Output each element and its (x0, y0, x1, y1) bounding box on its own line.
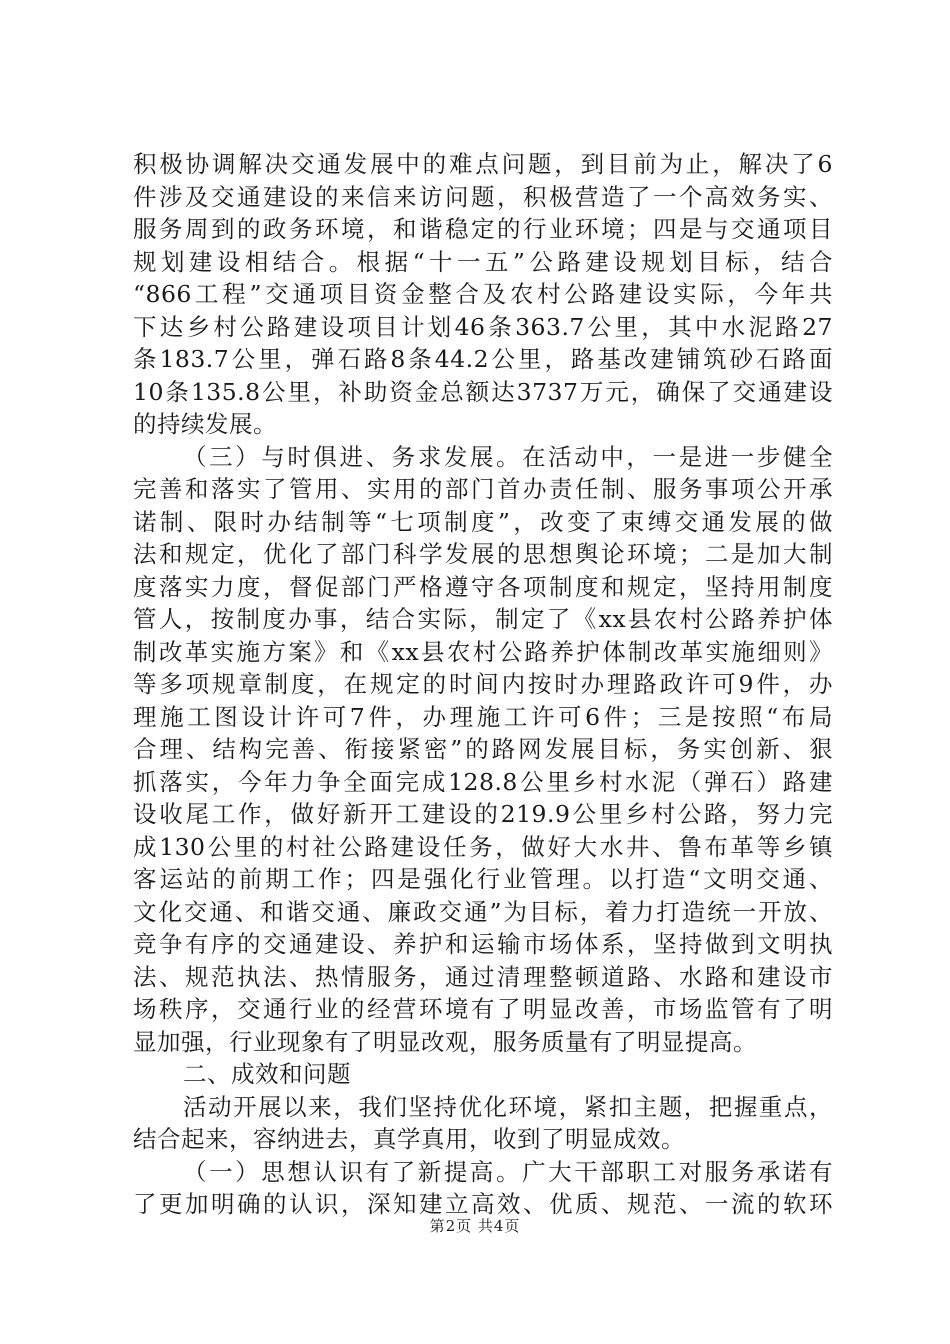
text-line: 制改革实施方案》和《xx县农村公路养护体制改革实施细则》 (133, 637, 833, 666)
text-line: 法、规范执法、热情服务，通过清理整顿道路、水路和建设市 (133, 962, 833, 991)
text-line: 成130公里的村社公路建设任务，做好大水井、鲁布革等乡镇 (133, 832, 833, 861)
text-line: 显加强，行业现象有了明显改观，服务质量有了明显提高。 (133, 1027, 757, 1056)
text-line: 等多项规章制度，在规定的时间内按时办理路政许可9件，办 (133, 670, 833, 698)
text-line: 理施工图设计许可7件，办理施工许可6件；三是按照“布局 (133, 702, 833, 731)
text-line: 了更加明确的认识，深知建立高效、优质、规范、一流的软环 (133, 1190, 833, 1218)
document-body (133, 148, 833, 1221)
text-line: 客运站的前期工作；四是强化行业管理。以打造“文明交通、 (133, 865, 833, 893)
text-line: 活动开展以来，我们坚持优化环境，紧扣主题，把握重点， (183, 1092, 833, 1121)
text-line: 抓落实，今年力争全面完成128.8公里乡村水泥（弹石）路建 (133, 767, 833, 796)
text-line: 10条135.8公里，补助资金总额达3737万元，确保了交通建设 (133, 377, 833, 406)
text-line: 管人，按制度办事，结合实际，制定了《xx县农村公路养护体 (133, 605, 833, 633)
text-line: （三）与时俱进、务求发展。在活动中，一是进一步健全 (183, 442, 833, 471)
text-line: 规划建设相结合。根据“十一五”公路建设规划目标，结合 (133, 247, 833, 276)
text-line: 的持续发展。 (133, 410, 277, 438)
text-line: 结合起来，容纳进去，真学真用，收到了明显成效。 (133, 1125, 685, 1153)
text-line: 条183.7公里，弹石路8条44.2公里，路基改建铺筑砂石路面 (133, 345, 833, 373)
text-line: “866工程”交通项目资金整合及农村公路建设实际，今年共 (133, 280, 833, 308)
text-line: 竞争有序的交通建设、养护和运输市场体系，坚持做到文明执 (133, 930, 833, 958)
text-line: 完善和落实了管用、实用的部门首办责任制、服务事项公开承 (133, 475, 833, 503)
text-line: 下达乡村公路建设项目计划46条363.7公里，其中水泥路27 (133, 312, 833, 341)
text-line: 合理、结构完善、衔接紧密”的路网发展目标，务实创新、狠 (133, 735, 833, 763)
text-line: 件涉及交通建设的来信来访问题，积极营造了一个高效务实、 (133, 182, 833, 211)
page-footer: 第2页 共4页 (429, 1217, 521, 1235)
text-line: 诺制、限时办结制等“七项制度”，改变了束缚交通发展的做 (133, 507, 833, 536)
text-line: 积极协调解决交通发展中的难点问题，到目前为止，解决了6 (133, 150, 833, 178)
text-line: 度落实力度，督促部门严格遵守各项制度和规定，坚持用制度 (133, 572, 833, 601)
text-line: 文化交通、和谐交通、廉政交通”为目标，着力打造统一开放、 (133, 897, 833, 926)
text-line: 设收尾工作，做好新开工建设的219.9公里乡村公路，努力完 (133, 800, 833, 828)
text-line: 二、成效和问题 (183, 1060, 351, 1088)
text-line: 法和规定，优化了部门科学发展的思想舆论环境；二是加大制 (133, 540, 833, 568)
text-line: （一）思想认识有了新提高。广大干部职工对服务承诺有 (183, 1157, 833, 1186)
text-line: 场秩序，交通行业的经营环境有了明显改善，市场监管有了明 (133, 995, 833, 1023)
text-line: 服务周到的政务环境，和谐稳定的行业环境；四是与交通项目 (133, 215, 833, 243)
